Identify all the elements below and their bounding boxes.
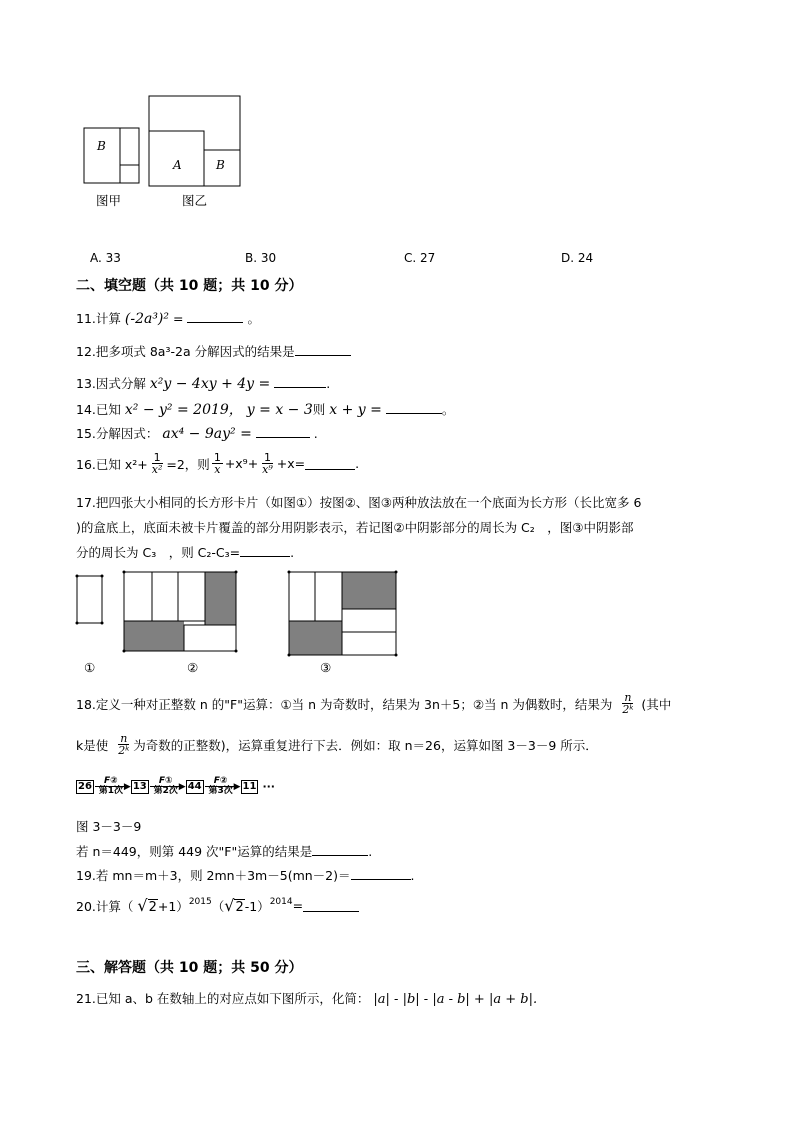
flow-ellipsis: ··· — [262, 780, 275, 793]
q18-figure-caption: 图 3－3－9 — [76, 819, 142, 834]
q15-expr: ax⁴ − 9ay² = — [162, 426, 252, 442]
q21-expr: |a| - |b| - |a - b| + |a + b|. — [373, 992, 538, 1007]
question-16 — [76, 452, 359, 475]
question-12 — [76, 342, 351, 360]
q11-prefix: 11.计算 — [76, 311, 121, 326]
q18-answer-blank[interactable] — [312, 843, 368, 856]
q13-expr: x²y − 4xy + 4y = — [149, 376, 271, 392]
question-18-line-3: 若 n＝449，则第 449 次"F"运算的结果是 . — [76, 844, 373, 859]
q14-expr1: x² − y² = 2019， — [124, 402, 243, 418]
figure-label-jia: 图甲 — [96, 193, 122, 208]
section-2-title: 二、填空题（共 10 题；共 10 分） — [76, 278, 303, 294]
question-17-line-2: )的盒底上，底面未被卡片覆盖的部分用阴影表示，若记图②中阴影部分的周长为 C₂ ，图③中阴影部 — [76, 520, 634, 535]
q16-mid2: +x⁹+ — [224, 456, 259, 471]
option-a: A. 33 — [90, 251, 121, 265]
flow-box-3: 44 — [187, 780, 202, 792]
q16-fraction-1: $\frac{1}{\text{x²}}$ — [151, 451, 163, 476]
question-21: 21.已知 a、b 在数轴上的对应点如下图所示，化简： |a| - |b| - |a - b| + |a + b|. — [76, 991, 538, 1007]
q17-figures — [70, 568, 410, 663]
q17-fig3-label: ③ — [320, 660, 332, 675]
question-19: 19.若 mn＝m＋3，则 2mn＋3m－5(mn－2)＝ . — [76, 868, 415, 883]
flow-box-4: 11 — [242, 780, 257, 792]
option-d: D. 24 — [561, 251, 594, 265]
letter-b-jia: B — [97, 139, 106, 153]
question-17-line-1: 17.把四张大小相同的长方形卡片（如图①）按图②、图③两种放法放在一个底面为长方形（长比宽多 6 — [76, 495, 642, 510]
q16-mid1: =2，则 — [166, 456, 210, 472]
flow-arrow-3: F② 第3次 — [205, 777, 237, 796]
q14-mid: 则 — [312, 402, 326, 417]
q14-prefix: 14.已知 — [76, 402, 121, 417]
q18-fraction-2: $\frac{n}{\text{2ᵏ}}$ — [118, 732, 130, 757]
letter-b-yi: B — [216, 158, 225, 172]
q11-eq: = — [173, 311, 184, 326]
question-17-line-3: 分的周长为 C₃ ，则 C₂-C₃= . — [76, 545, 295, 560]
q16-suffix: . — [355, 456, 360, 471]
q13-answer-blank[interactable] — [274, 375, 326, 388]
option-b: B. 30 — [245, 251, 277, 265]
q17-fig1-label: ① — [84, 660, 96, 675]
q17-answer-blank[interactable] — [240, 544, 290, 557]
question-20: 20.计算（ √ 2 +1） $^{2015}$ （ √ 2 -1） $^{2014}$ = — [76, 896, 359, 915]
q16-prefix: 16.已知 x²+ — [76, 456, 148, 472]
q13-suffix: . — [326, 376, 331, 391]
sqrt-2-b: √ 2 — [224, 896, 244, 915]
flow-box-2: 13 — [132, 780, 147, 792]
q12-answer-blank[interactable] — [295, 343, 351, 356]
question-18-line-1: 18.定义一种对正整数 n 的"F"运算：①当 n 为奇数时，结果为 3n＋5；②当 n 为偶数时，结果为 $\frac{n}{\text{2ᵏ}}$ (其中 — [76, 691, 672, 716]
q15-prefix: 15.分解因式： — [76, 426, 159, 441]
figure-label-yi: 图乙 — [182, 193, 208, 208]
question-13 — [76, 374, 330, 392]
q16-fraction-3: $\frac{1}{\text{x⁹}}$ — [262, 451, 273, 476]
q11-expr: (-2a³)² — [124, 311, 170, 327]
q13-prefix: 13.因式分解 — [76, 376, 146, 391]
q16-answer-blank[interactable] — [305, 457, 355, 470]
q15-suffix: . — [313, 426, 318, 441]
flow-arrow-1: F② 第1次 — [95, 777, 127, 796]
q18-flow-diagram: 26 F② 第1次 ▶ 13 F① 第2次 ▶ 44 F② 第3次 ▶ 11 ··· — [78, 776, 275, 796]
q15-answer-blank[interactable] — [256, 425, 310, 438]
q16-fraction-2: $\frac{1}{x}$ — [213, 451, 221, 476]
q12-text: 12.把多项式 8a³-2a 分解因式的结果是 — [76, 344, 295, 359]
question-15 — [76, 424, 318, 442]
q17-fig2-label: ② — [187, 660, 199, 675]
q14-expr3: x + y = — [329, 402, 382, 418]
option-c: C. 27 — [404, 251, 436, 265]
q18-fraction-1: $\frac{n}{\text{2ᵏ}}$ — [622, 691, 634, 716]
q20-answer-blank[interactable] — [303, 899, 359, 912]
letter-a-yi: A — [173, 158, 182, 172]
flow-box-1: 26 — [78, 780, 92, 792]
question-18-line-2: k是使 $\frac{n}{\text{2ᵏ}}$ 为奇数的正整数)，运算重复进行下去．例如：取 n＝26，运算如图 3－3－9 所示． — [76, 732, 598, 757]
q11-answer-blank[interactable] — [187, 310, 243, 323]
q11-suffix: 。 — [247, 311, 260, 326]
q14-expr2: y = x − 3 — [246, 402, 313, 418]
sqrt-2-a: √ 2 — [137, 896, 157, 915]
q19-answer-blank[interactable] — [351, 867, 411, 880]
question-11 — [76, 309, 260, 327]
question-14 — [76, 399, 454, 419]
q14-suffix: 。 — [441, 402, 455, 417]
section-3-title: 三、解答题（共 10 题；共 50 分） — [76, 960, 303, 976]
q14-answer-blank[interactable] — [386, 401, 442, 414]
flow-arrow-2: F① 第2次 — [150, 777, 182, 796]
q16-mid3: +x= — [276, 456, 306, 471]
